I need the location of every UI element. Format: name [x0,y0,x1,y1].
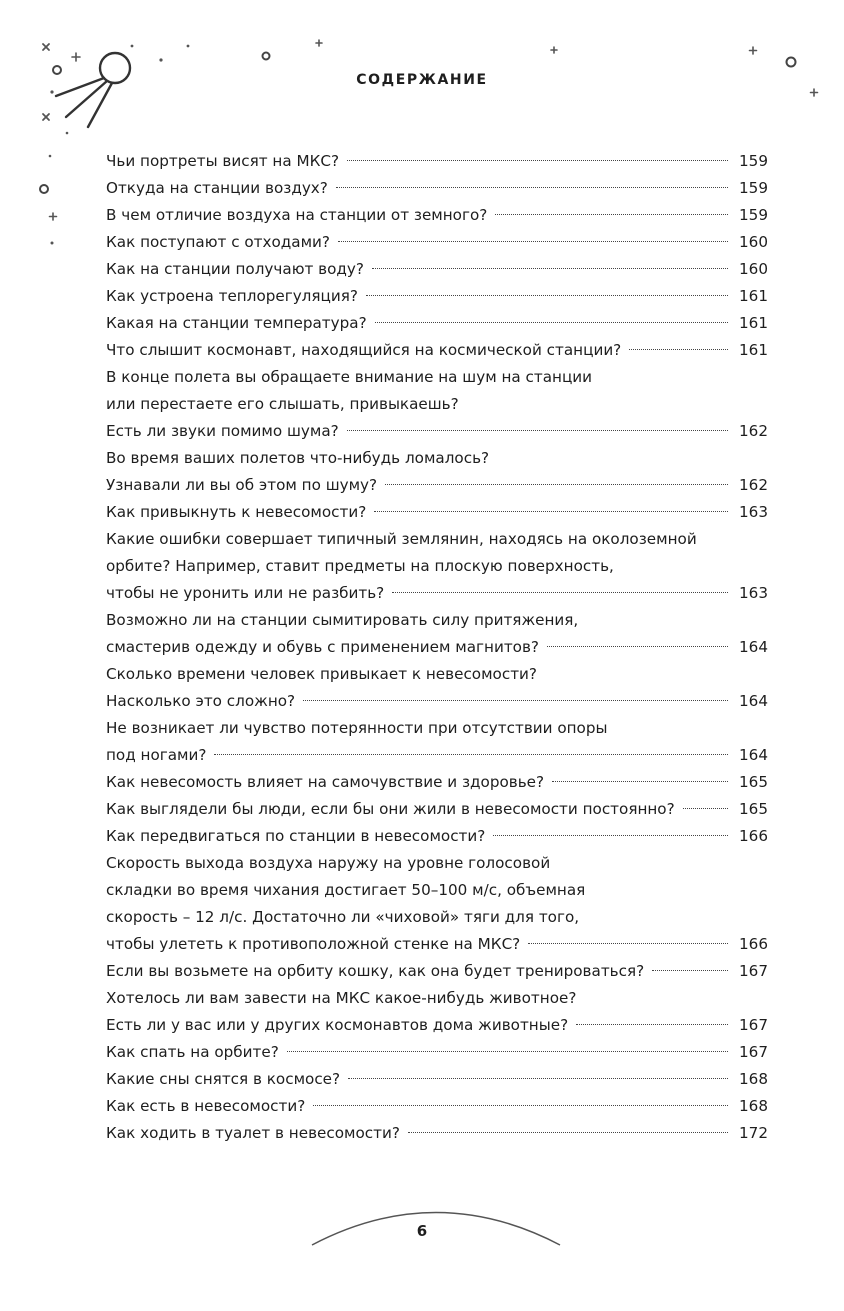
toc-entry[interactable] [106,661,768,715]
dot-leader [313,1105,728,1106]
toc-entry[interactable] [106,715,768,769]
satellite-icon [56,53,130,127]
toc-entry[interactable] [106,985,768,1039]
toc-entry[interactable] [106,148,768,175]
table-of-contents [106,148,768,1147]
toc-entry[interactable] [106,364,768,445]
toc-page-number: 163 [739,584,768,602]
toc-page-number: 160 [739,260,768,278]
toc-page-number: 165 [739,773,768,791]
toc-page-number: 159 [739,179,768,197]
toc-page-number: 162 [739,476,768,494]
toc-entry[interactable] [106,445,768,499]
dot-leader [372,268,728,269]
toc-entry[interactable] [106,202,768,229]
dot-leader [392,592,728,593]
toc-entry-text: смастерив одежду и обувь с применением магнитов? [106,638,539,656]
toc-page-number: 161 [739,287,768,305]
toc-entry-text: Есть ли у вас или у других космонавтов дома животные? [106,1016,569,1034]
toc-entry-text: Насколько это сложно? [106,692,296,710]
toc-page-number: 161 [739,314,768,332]
toc-entry-text: Скорость выхода воздуха наружу на уровне голосовой [106,854,551,872]
toc-page-number: 160 [739,233,768,251]
toc-entry[interactable] [106,499,768,526]
dot-leader [336,187,728,188]
dot-leader [214,754,728,755]
toc-page-number: 164 [739,638,768,656]
toc-entry[interactable] [106,310,768,337]
toc-entry-text: Если вы возьмете на орбиту кошку, как она будет тренироваться? [106,962,645,980]
toc-entry[interactable] [106,823,768,850]
toc-entry-text: Есть ли звуки помимо шума? [106,422,339,440]
toc-entry[interactable] [106,283,768,310]
dot-leader [375,322,728,323]
dot-leader [493,835,728,836]
toc-entry[interactable] [106,526,768,607]
dot-leader [347,430,728,431]
toc-entry-text: Как выглядели бы люди, если бы они жили в невесомости постоянно? [106,800,675,818]
toc-entry-text: Как спать на орбите? [106,1043,279,1061]
toc-entry-text: Какая на станции температура? [106,314,367,332]
toc-entry-text: Не возникает ли чувство потерянности при отсутствии опоры [106,719,608,737]
toc-page-number: 162 [739,422,768,440]
toc-entry-text: Откуда на станции воздух? [106,179,328,197]
dot-leader [338,241,728,242]
toc-page-number: 168 [739,1070,768,1088]
dot-leader [366,295,728,296]
dot-leader [408,1132,728,1133]
dot-leader [348,1078,728,1079]
dot-leader [629,349,728,350]
dot-leader [495,214,728,215]
toc-entry-text: орбите? Например, ставит предметы на плоскую поверхность, [106,557,614,575]
toc-entry[interactable] [106,607,768,661]
toc-entry[interactable] [106,769,768,796]
toc-entry[interactable] [106,958,768,985]
toc-page-number: 163 [739,503,768,521]
toc-page-number: 166 [739,935,768,953]
toc-entry-text: под ногами? [106,746,207,764]
dot-leader [576,1024,728,1025]
toc-page-number: 164 [739,746,768,764]
toc-page-number: 159 [739,152,768,170]
dot-leader [287,1051,728,1052]
toc-page-number: 166 [739,827,768,845]
dot-leader [528,943,728,944]
toc-entry-text: Как есть в невесомости? [106,1097,306,1115]
toc-entry-text: Сколько времени человек привыкает к невесомости? [106,665,537,683]
dot-leader [385,484,728,485]
toc-page-number: 168 [739,1097,768,1115]
page-title: СОДЕРЖАНИЕ [356,72,488,88]
dot-leader [347,160,728,161]
toc-page-number: 161 [739,341,768,359]
toc-entry-text: Хотелось ли вам завести на МКС какое-нибудь животное? [106,989,577,1007]
dot-leader [552,781,728,782]
toc-entry[interactable] [106,796,768,823]
toc-entry-text: Во время ваших полетов что-нибудь ломалось? [106,449,490,467]
toc-entry-text: Как устроена теплорегуляция? [106,287,358,305]
toc-page-number: 159 [739,206,768,224]
toc-entry-text: или перестаете его слышать, привыкаешь? [106,395,459,413]
toc-entry-text: Узнавали ли вы об этом по шуму? [106,476,378,494]
toc-entry[interactable] [106,229,768,256]
toc-entry-text: Как невесомость влияет на самочувствие и здоровье? [106,773,545,791]
toc-entry-text: складки во время чихания достигает 50–100 м/с, объемная [106,881,586,899]
toc-entry-text: Как поступают с отходами? [106,233,330,251]
toc-entry[interactable] [106,1120,768,1147]
toc-entry-text: В чем отличие воздуха на станции от земного? [106,206,488,224]
toc-page-number: 165 [739,800,768,818]
toc-entry-text: Возможно ли на станции сымитировать силу притяжения, [106,611,579,629]
toc-entry-text: Что слышит космонавт, находящийся на космической станции? [106,341,622,359]
toc-entry-text: Как на станции получают воду? [106,260,364,278]
toc-page-number: 167 [739,1043,768,1061]
dot-leader [303,700,728,701]
toc-entry[interactable] [106,1066,768,1093]
dot-leader [547,646,728,647]
dot-leader [683,808,728,809]
toc-page-number: 164 [739,692,768,710]
toc-entry-text: В конце полета вы обращаете внимание на шум на станции [106,368,593,386]
toc-entry[interactable] [106,337,768,364]
page-number: 6 [416,1222,428,1240]
dot-leader [652,970,728,971]
toc-entry[interactable] [106,256,768,283]
toc-entry[interactable] [106,1093,768,1120]
toc-entry[interactable] [106,1039,768,1066]
toc-entry-text: Чьи портреты висят на МКС? [106,152,340,170]
toc-entry[interactable] [106,175,768,202]
toc-page-number: 172 [739,1124,768,1142]
toc-entry-text: чтобы не уронить или не разбить? [106,584,385,602]
toc-entry[interactable] [106,850,768,958]
toc-entry-text: Как передвигаться по станции в невесомости? [106,827,486,845]
toc-entry-text: Как ходить в туалет в невесомости? [106,1124,400,1142]
toc-entry-text: чтобы улететь к противоположной стенке на МКС? [106,935,521,953]
toc-entry-text: Какие ошибки совершает типичный землянин, находясь на околоземной [106,530,697,548]
toc-entry-text: скорость – 12 л/с. Достаточно ли «чиховой» тяги для того, [106,908,580,926]
toc-page-number: 167 [739,962,768,980]
dot-leader [374,511,728,512]
toc-entry-text: Какие сны снятся в космосе? [106,1070,341,1088]
toc-page-number: 167 [739,1016,768,1034]
toc-entry-text: Как привыкнуть к невесомости? [106,503,367,521]
